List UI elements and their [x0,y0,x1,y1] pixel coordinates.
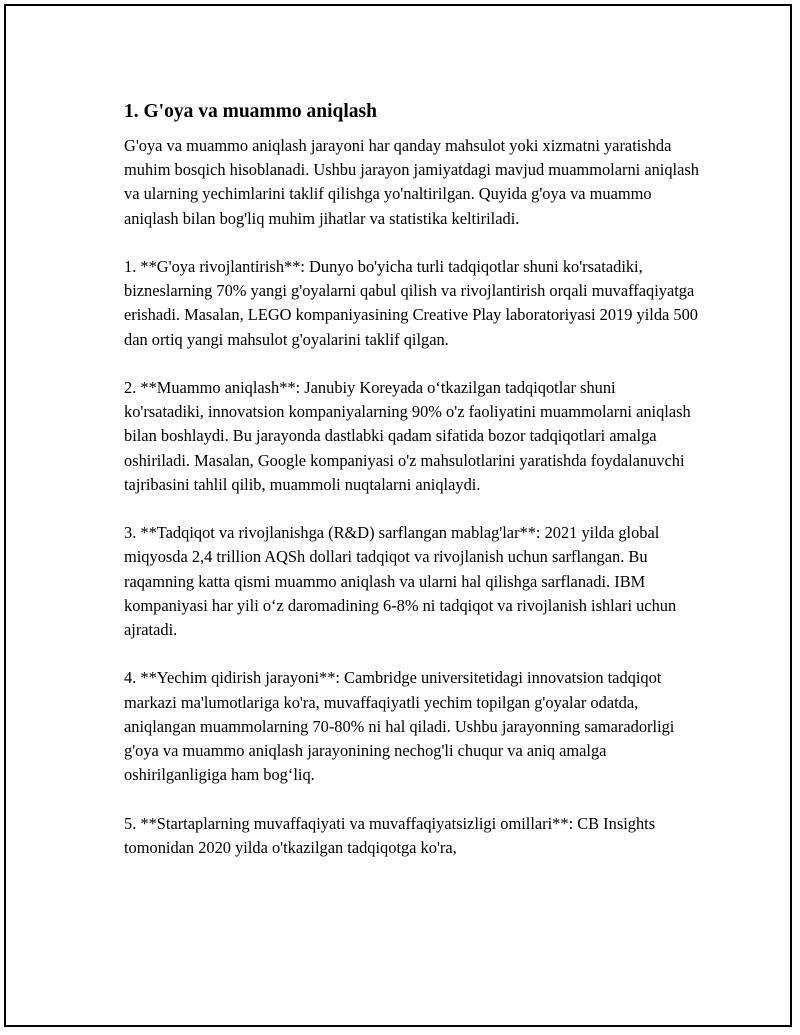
page-frame [4,4,792,1027]
intro-paragraph: G'oya va muammo aniqlash jarayoni har qanday mahsulot yoki xizmatni yaratishda muhim bosqich hisoblanadi. Ushbu jarayon jamiyatdagi mavjud muammolarni aniqlash va ularning yechimlarini taklif qilishga yo'naltirilgan. Quyida g'oya va muammo aniqlash bilan bog'liq muhim jihatlar va statistika keltiriladi. [124,136,699,228]
section-heading: 1. G'oya va muammo aniqlash [124,101,377,122]
document-body [124,98,699,884]
paragraph-rd-spending: 3. **Tadqiqot va rivojlanishga (R&D) sarflangan mablag'lar**: 2021 yilda global miqyosda 2,4 trillion AQSh dollari tadqiqot va rivojlanish uchun sarflangan. Bu raqamning katta qismi muammo aniqlash va ularni hal qilishga sarflanadi. IBM kompaniyasi har yili o‘z daromadining 6-8% ni tadqiqot va rivojlanish ishlari uchun ajratadi. [124,523,677,640]
paragraph-problem-identification: 2. **Muammo aniqlash**: Janubiy Koreyada o‘tkazilgan tadqiqotlar shuni ko'rsatadiki, innovatsion kompaniyalarning 90% o'z faoliyatini muammolarni aniqlash bilan boshlaydi. Bu jarayonda dastlabki qadam sifatida bozor tadqiqotlari amalga oshiriladi. Masalan, Google kompaniyasi o'z mahsulotlarini yaratishda foydalanuvchi tajribasini tahlil qilib, muammoli nuqtalarni aniqlaydi. [124,378,691,494]
paragraph-solution-search: 4. **Yechim qidirish jarayoni**: Cambridge universitetidagi innovatsion tadqiqot markazi ma'lumotlariga ko'ra, muvaffaqiyatli yechim topilgan g'oyalar odatda, aniqlangan muammolarning 70-80% ni hal qiladi. Ushbu jarayonning samaradorligi g'oya va muammo aniqlash jarayonining nechog'li chuqur va aniq amalga oshirilganligiga ham bog‘liq. [124,668,675,785]
paragraph-idea-development: 1. **G'oya rivojlantirish**: Dunyo bo'yicha turli tadqiqotlar shuni ko'rsatadiki, bizneslarning 70% yangi g'oyalarni qabul qilish va rivojlantirish orqali muvaffaqiyatga erishadi. Masalan, LEGO kompaniyasining Creative Play laboratoriyasi 2019 yilda 500 dan ortiq yangi mahsulot g'oyalarini taklif qilgan. [124,257,699,349]
paragraph-startup-factors: 5. **Startaplarning muvaffaqiyati va muvaffaqiyatsizligi omillari**: CB Insights tomonidan 2020 yilda o'tkazilgan tadqiqotga ko'ra, [124,813,656,857]
